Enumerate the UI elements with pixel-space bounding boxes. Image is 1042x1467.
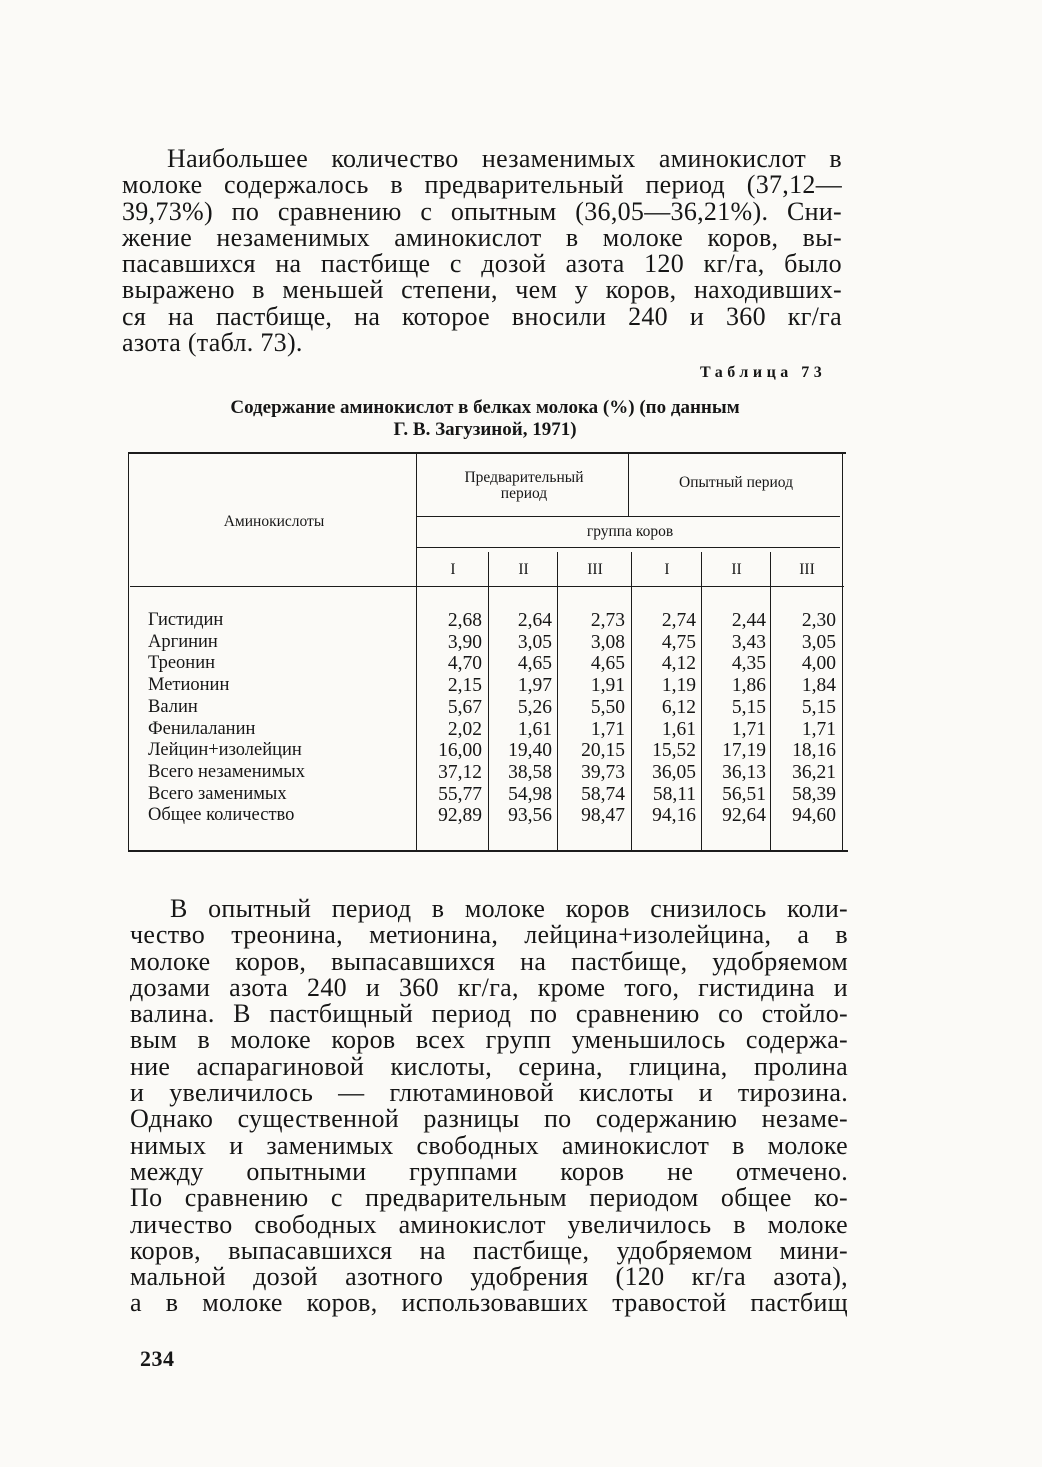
header-rule-period bbox=[416, 516, 840, 517]
table-cell: 2,64 bbox=[517, 610, 552, 631]
paragraph-1-line: 39,73%) по сравнению с опытным (36,05—36,21%). Сни- bbox=[122, 196, 842, 226]
value-column-prelim-3 bbox=[559, 610, 625, 827]
page-number: 234 bbox=[140, 1346, 175, 1371]
paragraph-2-line: Однако существенной разницы по содержанию незаме- bbox=[130, 1104, 848, 1134]
paragraph-2-line: а в молоке коров, использовавших травостой пастбищ bbox=[130, 1288, 848, 1318]
value-column-exp-3 bbox=[772, 610, 836, 827]
table-cell: 1,71 bbox=[801, 718, 836, 740]
table-left-rule bbox=[128, 452, 129, 852]
paragraph-1-line: ся на пастбище, на которое вносили 240 и 360 кг/га bbox=[122, 301, 842, 331]
group-header: III bbox=[799, 561, 815, 578]
paragraph-2-line: личество свободных аминокислот увеличилось в молоке bbox=[130, 1209, 848, 1239]
column-rule bbox=[557, 552, 558, 850]
group-header: I bbox=[450, 561, 456, 578]
table-cell: 58,39 bbox=[792, 783, 836, 805]
table-caption-line: Содержание аминокислот в белках молока (%) (по данным bbox=[230, 397, 740, 418]
value-column-exp-1 bbox=[633, 610, 696, 827]
table-cell: 4,70 bbox=[447, 653, 482, 675]
table-bottom-rule bbox=[128, 850, 848, 852]
table-cell: 5,67 bbox=[447, 696, 482, 718]
paragraph-2-line: валина. В пастбищный период по сравнению со стойло- bbox=[130, 999, 848, 1029]
table-cell: 19,40 bbox=[508, 740, 552, 762]
amino-acid-table bbox=[124, 452, 848, 854]
cow-group-header: группа коров bbox=[586, 523, 674, 540]
table-cell: 1,71 bbox=[590, 718, 625, 740]
table-cell: 5,50 bbox=[590, 696, 625, 718]
table-cell: 3,90 bbox=[447, 631, 482, 653]
table-cell: 3,05 bbox=[801, 631, 836, 653]
table-cell: 58,11 bbox=[652, 783, 696, 805]
table-cell: 2,44 bbox=[731, 610, 766, 631]
value-column-prelim-1 bbox=[418, 610, 482, 827]
table-right-rule bbox=[842, 452, 843, 852]
table-cell: 2,68 bbox=[447, 610, 482, 631]
table-cell: 18,16 bbox=[792, 740, 836, 762]
table-cell: 98,47 bbox=[581, 805, 625, 827]
paragraph-1 bbox=[122, 146, 842, 356]
paragraph-1-line: Наибольшее количество незаменимых аминокислот в bbox=[167, 144, 842, 173]
column-rule bbox=[631, 552, 632, 850]
table-cell: 4,35 bbox=[731, 653, 766, 675]
table-cell: 36,05 bbox=[652, 761, 696, 783]
table-cell: 2,30 bbox=[801, 610, 836, 631]
paragraph-2 bbox=[130, 896, 848, 1317]
table-cell: 20,15 bbox=[581, 740, 625, 762]
paragraph-2-line: молоке коров, выпасавшихся на пастбище, удобряемом bbox=[130, 946, 848, 976]
table-cell: 58,74 bbox=[581, 783, 625, 805]
table-cell: 94,60 bbox=[792, 805, 836, 827]
table-cell: 4,75 bbox=[661, 631, 696, 653]
paragraph-2-line: дозами азота 240 и 360 кг/га, кроме того, гистидина и bbox=[130, 972, 848, 1002]
amino-acid-name: Всего заменимых bbox=[148, 783, 287, 804]
row-label-header: Аминокислоты bbox=[223, 513, 325, 530]
paragraph-2-line: мальной дозой азотного удобрения (120 кг/га азота), bbox=[130, 1262, 848, 1292]
table-cell: 1,19 bbox=[661, 675, 696, 697]
table-cell: 4,65 bbox=[517, 653, 552, 675]
table-cell: 15,52 bbox=[652, 740, 696, 762]
paragraph-2-line: коров, выпасавшихся на пастбище, удобряемом мини- bbox=[130, 1235, 848, 1265]
table-cell: 2,73 bbox=[590, 610, 625, 631]
period-experimental-header: Опытный период bbox=[679, 474, 793, 491]
amino-acid-name: Всего незаменимых bbox=[148, 761, 305, 782]
table-cell: 1,97 bbox=[517, 675, 552, 697]
header-rule-group bbox=[416, 547, 840, 548]
header-bottom-rule bbox=[130, 586, 844, 587]
table-top-rule bbox=[128, 452, 846, 454]
value-column-exp-2 bbox=[703, 610, 766, 827]
table-cell: 56,51 bbox=[722, 783, 766, 805]
paragraph-2-line: и увеличилось — глютаминовой кислоты и тирозина. bbox=[130, 1078, 848, 1108]
table-label: Таблица 73 bbox=[700, 364, 827, 381]
table-cell: 1,91 bbox=[590, 675, 625, 697]
amino-acid-name: Гистидин bbox=[148, 610, 224, 630]
table-cell: 3,43 bbox=[731, 631, 766, 653]
table-cell: 92,64 bbox=[722, 805, 766, 827]
table-cell: 37,12 bbox=[438, 761, 482, 783]
period-preliminary-header-line: период bbox=[500, 485, 548, 502]
paragraph-1-line: жение незаменимых аминокислот в молоке коров, вы- bbox=[122, 222, 842, 252]
table-cell: 5,26 bbox=[517, 696, 552, 718]
paragraph-1-line: пасавшихся на пастбище с дозой азота 120 кг/га, было bbox=[122, 249, 842, 279]
paragraph-1-line: молоке содержалось в предварительный период (37,12— bbox=[122, 170, 842, 200]
table-cell: 4,12 bbox=[661, 653, 696, 675]
group-header: III bbox=[587, 561, 603, 578]
table-cell: 36,21 bbox=[792, 761, 836, 783]
paragraph-2-line: ние аспарагиновой кислоты, серина, глицина, пролина bbox=[130, 1051, 848, 1081]
paragraph-2-line: нимых и заменимых свободных аминокислот в молоке bbox=[130, 1130, 848, 1160]
table-cell: 4,65 bbox=[590, 653, 625, 675]
paragraph-2-line: между опытными группами коров не отмечено. bbox=[130, 1156, 848, 1186]
table-cell: 1,61 bbox=[661, 718, 696, 740]
column-rule bbox=[770, 552, 771, 850]
table-cell: 54,98 bbox=[508, 783, 552, 805]
amino-acid-name: Аргинин bbox=[148, 631, 218, 652]
amino-acid-name: Метионин bbox=[148, 675, 230, 696]
period-preliminary-header-line: Предварительный bbox=[464, 469, 584, 486]
paragraph-2-line: В опытный период в молоке коров снизилось коли- bbox=[170, 894, 848, 923]
column-rule bbox=[701, 552, 702, 850]
table-cell: 39,73 bbox=[581, 761, 625, 783]
amino-acid-name: Валин bbox=[148, 696, 198, 717]
table-cell: 5,15 bbox=[801, 696, 836, 718]
period-preliminary-header bbox=[420, 470, 628, 502]
amino-acid-name: Общее количество bbox=[148, 805, 295, 826]
table-cell: 4,00 bbox=[801, 653, 836, 675]
table-cell: 3,05 bbox=[517, 631, 552, 653]
table-cell: 3,08 bbox=[590, 631, 625, 653]
table-cell: 16,00 bbox=[438, 740, 482, 762]
table-cell: 6,12 bbox=[661, 696, 696, 718]
group-header: II bbox=[518, 561, 529, 578]
column-rule bbox=[488, 552, 489, 850]
paragraph-1-line: азота (табл. 73). bbox=[122, 328, 303, 358]
table-cell: 2,02 bbox=[447, 718, 482, 740]
table-cell: 1,86 bbox=[731, 675, 766, 697]
table-cell: 36,13 bbox=[722, 761, 766, 783]
amino-acid-name: Лейцин+изолейцин bbox=[148, 740, 302, 761]
table-cell: 1,71 bbox=[731, 718, 766, 740]
table-caption bbox=[150, 397, 820, 441]
table-cell: 94,16 bbox=[652, 805, 696, 827]
table-cell: 38,58 bbox=[508, 761, 552, 783]
group-header: I bbox=[664, 561, 670, 578]
table-cell: 1,84 bbox=[801, 675, 836, 697]
group-header: II bbox=[731, 561, 742, 578]
table-cell: 17,19 bbox=[722, 740, 766, 762]
table-cell: 92,89 bbox=[438, 805, 482, 827]
paragraph-1-line: выражено в меньшей степени, чем у коров, находивших- bbox=[122, 275, 842, 305]
paragraph-2-line: вым в молоке коров всех групп уменьшилось содержа- bbox=[130, 1025, 848, 1055]
paragraph-2-line: По сравнению с предварительным периодом общее ко- bbox=[130, 1183, 848, 1213]
table-cell: 93,56 bbox=[508, 805, 552, 827]
table-cell: 5,15 bbox=[731, 696, 766, 718]
table-cell: 2,74 bbox=[661, 610, 696, 631]
amino-acid-names bbox=[148, 610, 418, 827]
amino-acid-name: Фенилаланин bbox=[148, 718, 256, 739]
table-cell: 55,77 bbox=[438, 783, 482, 805]
value-column-prelim-2 bbox=[490, 610, 552, 827]
paragraph-2-line: чество треонина, метионина, лейцина+изолейцина, а в bbox=[130, 920, 848, 950]
table-caption-line: Г. В. Загузиной, 1971) bbox=[393, 419, 577, 440]
table-cell: 2,15 bbox=[447, 675, 482, 697]
table-cell: 1,61 bbox=[517, 718, 552, 740]
column-rule bbox=[628, 452, 629, 516]
amino-acid-name: Треонин bbox=[148, 653, 216, 674]
